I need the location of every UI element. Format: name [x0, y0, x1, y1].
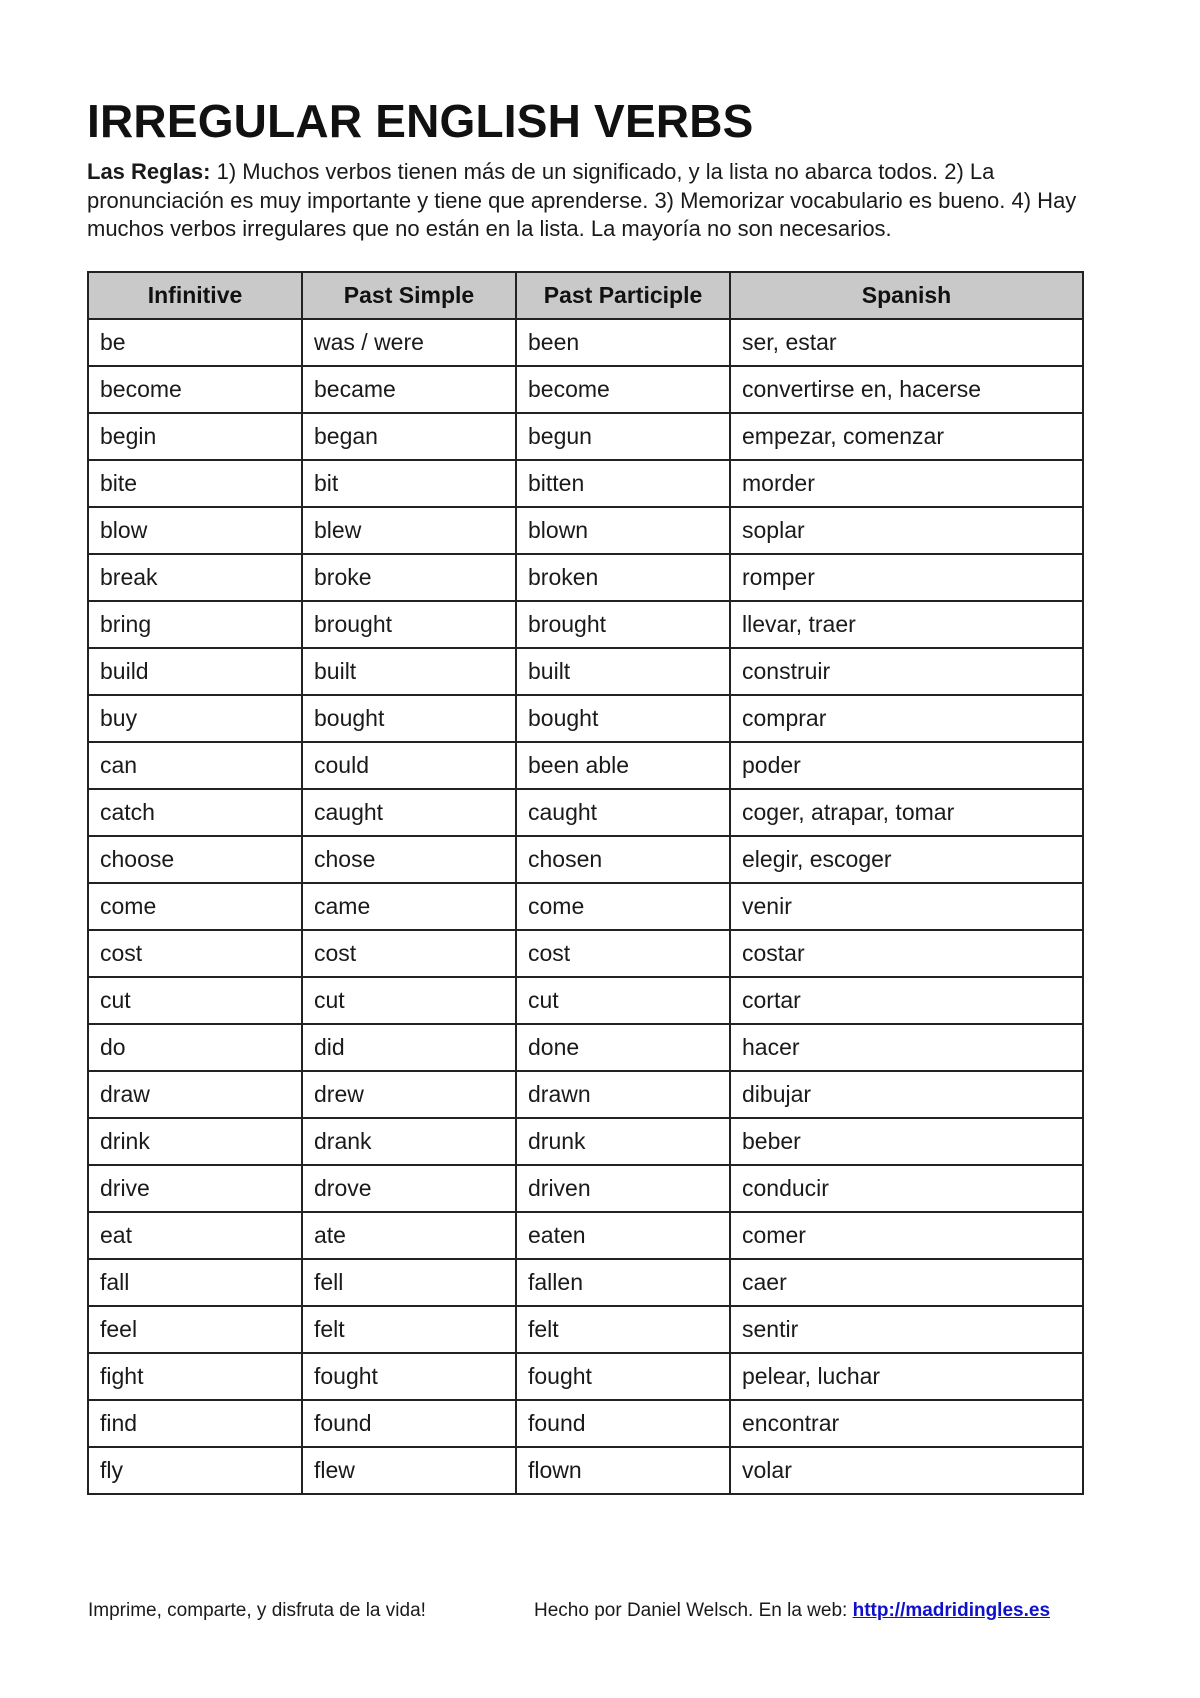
cell-infinitive: do [88, 1024, 302, 1071]
cell-past-simple: chose [302, 836, 516, 883]
cell-infinitive: cut [88, 977, 302, 1024]
cell-past-participle: cut [516, 977, 730, 1024]
cell-spanish: pelear, luchar [730, 1353, 1083, 1400]
footer-credit [534, 1600, 1050, 1622]
cell-past-simple: broke [302, 554, 516, 601]
cell-past-simple: ate [302, 1212, 516, 1259]
cell-infinitive: fight [88, 1353, 302, 1400]
cell-past-participle: come [516, 883, 730, 930]
table-row [88, 554, 1083, 601]
table-row [88, 742, 1083, 789]
table-row [88, 695, 1083, 742]
cell-past-simple: bit [302, 460, 516, 507]
cell-spanish: llevar, traer [730, 601, 1083, 648]
table-row [88, 977, 1083, 1024]
cell-infinitive: begin [88, 413, 302, 460]
cell-spanish: empezar, comenzar [730, 413, 1083, 460]
cell-past-simple: became [302, 366, 516, 413]
cell-infinitive: draw [88, 1071, 302, 1118]
cell-spanish: romper [730, 554, 1083, 601]
cell-past-participle: blown [516, 507, 730, 554]
cell-spanish: dibujar [730, 1071, 1083, 1118]
cell-past-simple: fell [302, 1259, 516, 1306]
cell-infinitive: feel [88, 1306, 302, 1353]
cell-spanish: venir [730, 883, 1083, 930]
cell-infinitive: break [88, 554, 302, 601]
table-row [88, 1447, 1083, 1494]
cell-spanish: comer [730, 1212, 1083, 1259]
cell-past-simple: began [302, 413, 516, 460]
cell-past-simple: blew [302, 507, 516, 554]
cell-past-simple: flew [302, 1447, 516, 1494]
cell-spanish: soplar [730, 507, 1083, 554]
cell-infinitive: cost [88, 930, 302, 977]
cell-past-simple: drank [302, 1118, 516, 1165]
cell-infinitive: drink [88, 1118, 302, 1165]
cell-past-participle: bitten [516, 460, 730, 507]
table-row [88, 1118, 1083, 1165]
cell-past-participle: built [516, 648, 730, 695]
table-body [88, 319, 1083, 1494]
website-link[interactable]: http://madridingles.es [852, 1600, 1051, 1621]
table-row [88, 930, 1083, 977]
table-row [88, 1024, 1083, 1071]
cell-past-participle: chosen [516, 836, 730, 883]
table-row [88, 1165, 1083, 1212]
cell-past-participle: felt [516, 1306, 730, 1353]
cell-infinitive: find [88, 1400, 302, 1447]
cell-past-participle: been able [516, 742, 730, 789]
cell-spanish: convertirse en, hacerse [730, 366, 1083, 413]
table-row [88, 1400, 1083, 1447]
cell-past-participle: cost [516, 930, 730, 977]
cell-past-participle: been [516, 319, 730, 366]
cell-past-participle: drunk [516, 1118, 730, 1165]
cell-infinitive: drive [88, 1165, 302, 1212]
cell-past-simple: did [302, 1024, 516, 1071]
cell-infinitive: be [88, 319, 302, 366]
cell-past-participle: fought [516, 1353, 730, 1400]
footer-tagline: Imprime, comparte, y disfruta de la vida! [88, 1600, 426, 1621]
page-title: IRREGULAR ENGLISH VERBS [87, 95, 754, 147]
table-row [88, 1071, 1083, 1118]
cell-past-participle: bought [516, 695, 730, 742]
table-row [88, 413, 1083, 460]
cell-past-simple: brought [302, 601, 516, 648]
cell-past-participle: caught [516, 789, 730, 836]
footer-credit-text: Hecho por Daniel Welsch. En la web: [534, 1600, 853, 1621]
cell-past-participle: found [516, 1400, 730, 1447]
table-header-row [88, 272, 1083, 319]
rules-label: Las Reglas: [87, 159, 211, 184]
cell-past-participle: flown [516, 1447, 730, 1494]
cell-spanish: construir [730, 648, 1083, 695]
header-spanish: Spanish [730, 272, 1083, 319]
cell-spanish: coger, atrapar, tomar [730, 789, 1083, 836]
table-row [88, 460, 1083, 507]
cell-spanish: cortar [730, 977, 1083, 1024]
cell-past-participle: broken [516, 554, 730, 601]
cell-infinitive: bite [88, 460, 302, 507]
header-infinitive: Infinitive [88, 272, 302, 319]
cell-spanish: poder [730, 742, 1083, 789]
cell-past-participle: fallen [516, 1259, 730, 1306]
cell-past-simple: bought [302, 695, 516, 742]
cell-past-simple: built [302, 648, 516, 695]
cell-past-simple: caught [302, 789, 516, 836]
cell-past-simple: felt [302, 1306, 516, 1353]
cell-past-participle: begun [516, 413, 730, 460]
cell-spanish: caer [730, 1259, 1083, 1306]
cell-spanish: costar [730, 930, 1083, 977]
cell-infinitive: blow [88, 507, 302, 554]
cell-infinitive: choose [88, 836, 302, 883]
cell-past-simple: found [302, 1400, 516, 1447]
cell-infinitive: buy [88, 695, 302, 742]
cell-past-participle: become [516, 366, 730, 413]
table-row [88, 1212, 1083, 1259]
rules-text: 1) Muchos verbos tienen más de un significado, y la lista no abarca todos. 2) La pronunciación es muy importante y tiene que aprenderse. 3) Memorizar vocabulario es bueno. 4) Hay muchos verbos irregulares que no están en la lista. La mayoría no son necesarios. [87, 159, 1077, 241]
header-past-participle: Past Participle [516, 272, 730, 319]
cell-infinitive: eat [88, 1212, 302, 1259]
table-row [88, 883, 1083, 930]
table-row [88, 648, 1083, 695]
cell-infinitive: catch [88, 789, 302, 836]
cell-past-simple: was / were [302, 319, 516, 366]
cell-spanish: conducir [730, 1165, 1083, 1212]
cell-past-simple: drew [302, 1071, 516, 1118]
cell-infinitive: bring [88, 601, 302, 648]
rules-paragraph [87, 158, 1127, 244]
cell-spanish: hacer [730, 1024, 1083, 1071]
cell-spanish: morder [730, 460, 1083, 507]
cell-past-simple: could [302, 742, 516, 789]
cell-spanish: encontrar [730, 1400, 1083, 1447]
table-row [88, 507, 1083, 554]
table-row [88, 1353, 1083, 1400]
cell-past-simple: came [302, 883, 516, 930]
table-header [88, 272, 1083, 319]
table-row [88, 836, 1083, 883]
table-row [88, 319, 1083, 366]
cell-infinitive: can [88, 742, 302, 789]
cell-past-simple: drove [302, 1165, 516, 1212]
cell-infinitive: fall [88, 1259, 302, 1306]
cell-infinitive: become [88, 366, 302, 413]
cell-spanish: sentir [730, 1306, 1083, 1353]
cell-infinitive: come [88, 883, 302, 930]
header-past-simple: Past Simple [302, 272, 516, 319]
cell-infinitive: build [88, 648, 302, 695]
cell-spanish: elegir, escoger [730, 836, 1083, 883]
cell-spanish: volar [730, 1447, 1083, 1494]
cell-infinitive: fly [88, 1447, 302, 1494]
cell-past-simple: fought [302, 1353, 516, 1400]
verbs-table [87, 271, 1084, 1495]
table-row [88, 1306, 1083, 1353]
table-row [88, 366, 1083, 413]
table-row [88, 1259, 1083, 1306]
cell-past-participle: done [516, 1024, 730, 1071]
cell-spanish: ser, estar [730, 319, 1083, 366]
cell-past-participle: driven [516, 1165, 730, 1212]
cell-past-participle: eaten [516, 1212, 730, 1259]
cell-past-participle: brought [516, 601, 730, 648]
cell-spanish: beber [730, 1118, 1083, 1165]
cell-past-participle: drawn [516, 1071, 730, 1118]
table-row [88, 789, 1083, 836]
cell-past-simple: cost [302, 930, 516, 977]
cell-past-simple: cut [302, 977, 516, 1024]
table-row [88, 601, 1083, 648]
cell-spanish: comprar [730, 695, 1083, 742]
